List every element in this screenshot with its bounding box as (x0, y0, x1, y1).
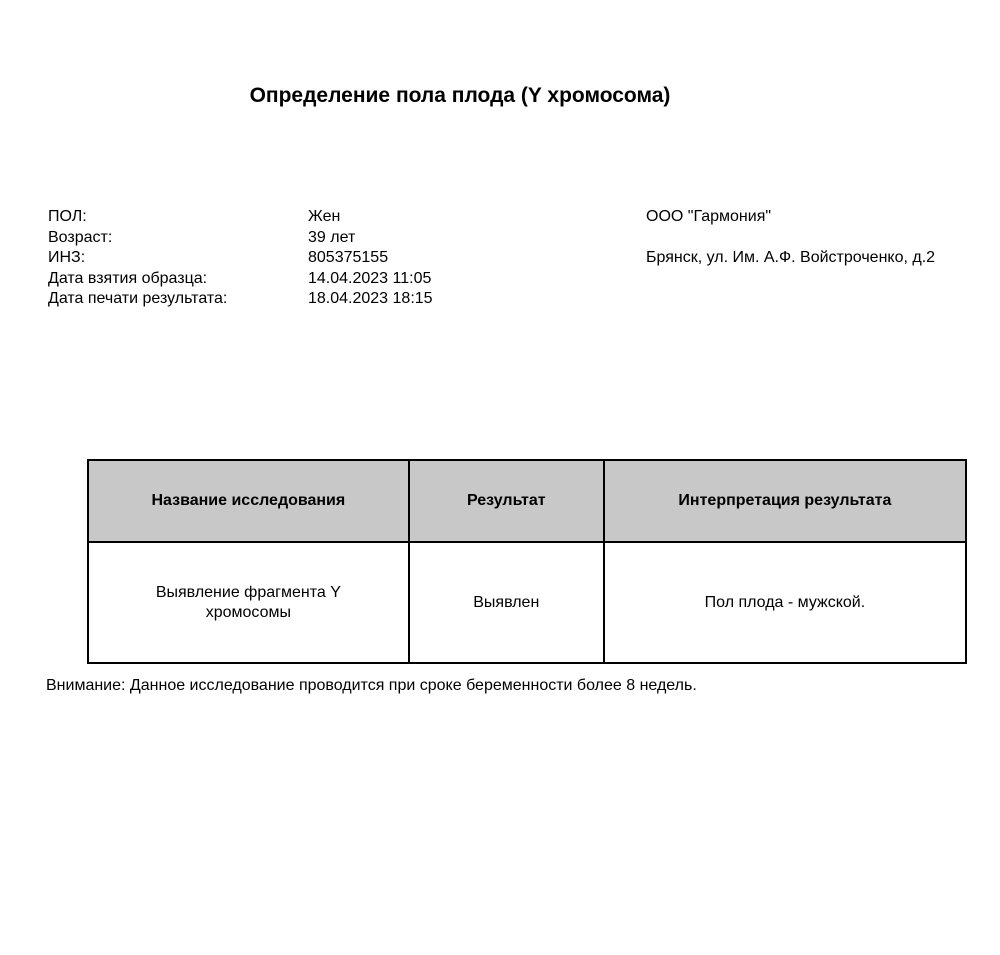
inz-label: ИНЗ: (48, 249, 86, 266)
table-row (88, 542, 966, 663)
cell-study-name (88, 542, 409, 663)
study-name-text: Выявление фрагмента Y хромосомы (155, 583, 341, 621)
header-result: Результат (409, 460, 604, 542)
age-value: 39 лет (308, 228, 356, 246)
print-date-label: Дата печати результата: (48, 290, 228, 307)
warning-note: Внимание: Данное исследование проводится при сроке беременности более 8 недель. (46, 677, 697, 694)
age-label: Возраст: (48, 228, 113, 246)
organization-name: ООО "Гармония" (646, 208, 772, 225)
sex-label: ПОЛ: (48, 208, 87, 225)
sample-date-value: 14.04.2023 11:05 (308, 269, 432, 287)
organization-address: Брянск, ул. Им. А.Ф. Войстроченко, д.2 (646, 249, 936, 266)
organization-block (646, 207, 935, 269)
header-interpretation: Интерпретация результата (604, 460, 966, 542)
results-table (87, 459, 967, 664)
cell-interpretation: Пол плода - мужской. (604, 542, 966, 663)
print-date-value: 18.04.2023 18:15 (308, 290, 433, 307)
table-header-row (88, 460, 966, 542)
sample-date-label: Дата взятия образца: (48, 269, 208, 287)
cell-result: Выявлен (409, 542, 604, 663)
inz-value: 805375155 (308, 249, 389, 266)
sex-value: Жен (308, 208, 341, 225)
header-study-name: Название исследования (88, 460, 409, 542)
document-title: Определение пола плода (Y хромосома) (249, 84, 671, 107)
